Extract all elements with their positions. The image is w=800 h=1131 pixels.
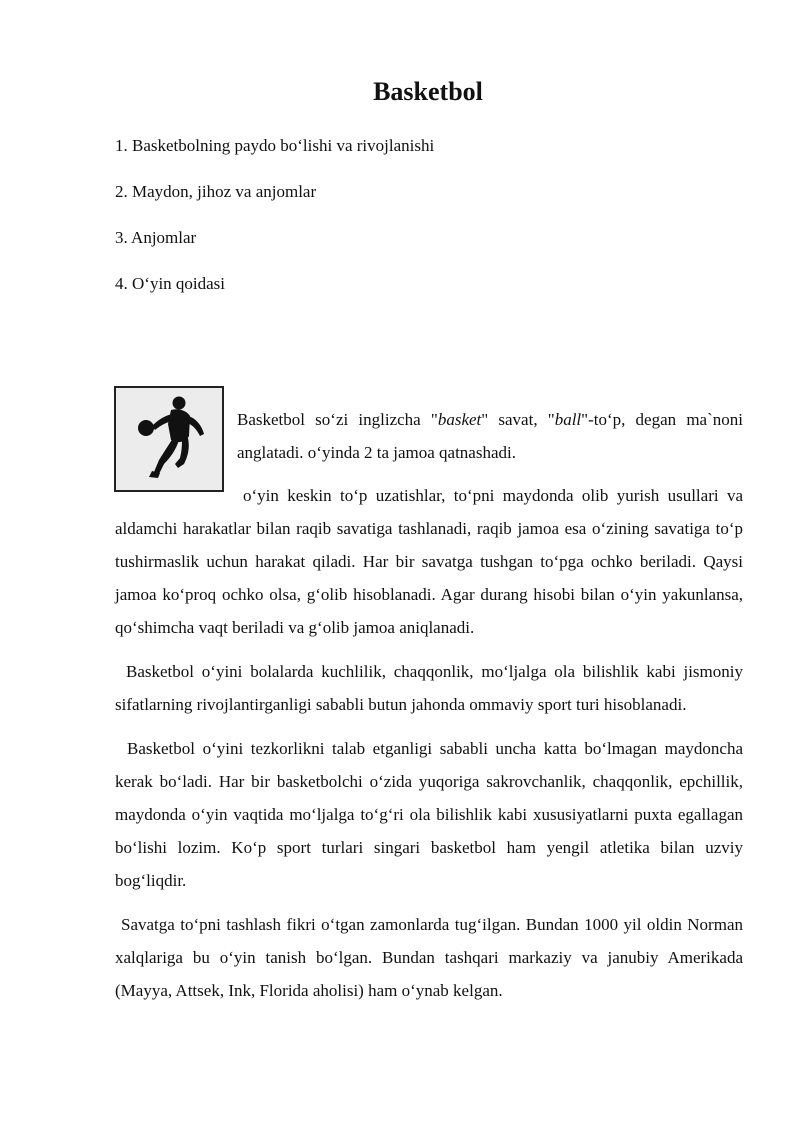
paragraph: Savatga to‘pni tashlash fikri o‘tgan zamonlarda tug‘ilgan. Bundan 1000 yil oldin Norman xalqlariga bu o‘yin tanish bo‘lgan. Bundan tashqari markaziy va janubiy Amerikada (Mayya, Attsek, Ink, Florida aholisi) ham o‘ynab kelgan. xyxy=(115,915,743,1000)
term-ball: ball xyxy=(554,410,582,429)
toc-item: 4. O‘yin qoidasi xyxy=(115,274,226,293)
basketball-player-icon xyxy=(114,386,224,492)
toc-item: 1. Basketbolning paydo bo‘lishi va rivojlanishi xyxy=(115,136,435,155)
intro-text-part: "-to‘p, degan ma`noni anglatadi. o‘yinda 2 ta jamoa qatnashadi. xyxy=(237,410,743,462)
paragraph: o‘yin keskin to‘p uzatishlar, to‘pni maydonda olib yurish usullari va aldamchi harakatlar bilan raqib savatiga tashlanadi, raqib jamoa esa o‘zining savatiga to‘p tushirmaslik uchun harakat qiladi. Har bir savatga tushgan to‘pga ochko beriladi. Qaysi jamoa ko‘proq ochko olsa, g‘olib hisoblanadi. Agar durang hisobi bilan o‘yin yakunlansa, qo‘shimcha vaqt beriladi va g‘olib jamoa aniqlanadi. xyxy=(115,486,743,637)
toc-item: 3. Anjomlar xyxy=(115,228,197,247)
term-basket: basket xyxy=(437,410,482,429)
paragraph: Basketbol o‘yini tezkorlikni talab etganligi sababli uncha katta bo‘lmagan maydoncha kerak bo‘ladi. Har bir basketbolchi o‘zida yuqoriga sakrovchanlik, chaqqonlik, epchillik, maydonda o‘yin vaqtida mo‘ljalga to‘g‘ri ola bilishlik kabi xususiyatlarni puxta egallagan bo‘lishi lozim. Ko‘p sport turlari singari basketbol ham yengil atletika bilan uzviy bog‘liqdir. xyxy=(115,739,743,890)
paragraph: Basketbol o‘yini bolalarda kuchlilik, chaqqonlik, mo‘ljalga ola bilishlik kabi jismoniy sifatlarning rivojlantirganligi sababli butun jahonda ommaviy sport turi hisoblanadi. xyxy=(115,662,743,714)
toc-item: 2. Maydon, jihoz va anjomlar xyxy=(115,182,317,201)
intro-paragraph xyxy=(237,403,743,469)
page-title: Basketbol xyxy=(373,77,483,106)
intro-text-part: " savat, " xyxy=(481,410,555,429)
intro-text-part: Basketbol so‘zi inglizcha " xyxy=(237,410,438,429)
body-text xyxy=(115,479,743,1018)
table-of-contents xyxy=(115,134,434,318)
